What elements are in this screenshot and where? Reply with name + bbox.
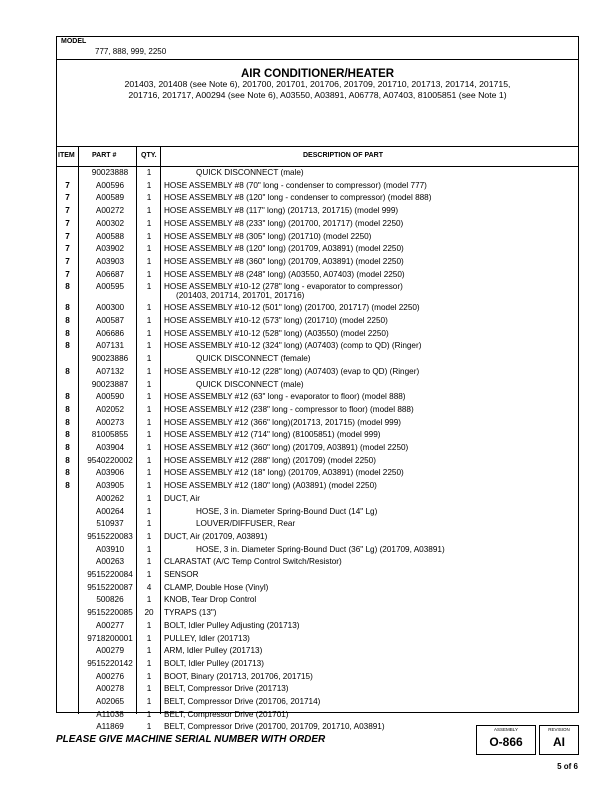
part-description: HOSE ASSEMBLY #8 (120" long) (201709, A03891) (model 2250): [164, 244, 404, 254]
quantity: 1: [146, 544, 152, 554]
part-number: A00262: [95, 493, 125, 503]
item-number: 7: [65, 206, 70, 216]
quantity: 1: [146, 443, 152, 452]
serial-range: [57, 79, 578, 101]
item-number: 8: [65, 468, 70, 478]
item-number: 8: [65, 328, 70, 338]
serial-range-line-1: 201403, 201408 (see Note 6), 201700, 201701, 201706, 201709, 201710, 201713, 201714, 201715,: [124, 79, 511, 89]
part-number: A02065: [95, 697, 125, 706]
part-description: QUICK DISCONNECT (male): [196, 379, 304, 389]
part-number: 9515220085: [87, 608, 133, 618]
model-label: MODEL: [61, 38, 87, 45]
part-description: HOSE ASSEMBLY #10-12 (501" long) (201700, 201717) (model 2250): [164, 303, 420, 313]
quantity: 1: [146, 430, 152, 440]
part-number: A00588: [95, 231, 125, 241]
assembly-box: [476, 725, 536, 755]
quantity: 1: [146, 231, 152, 241]
part-description: HOSE ASSEMBLY #8 (305" long) (201710) (model 2250): [164, 231, 372, 241]
part-description: HOSE ASSEMBLY #12 (360" long) (201709, A03891) (model 2250): [164, 443, 409, 452]
part-number: A07132: [95, 366, 125, 376]
item-number: 7: [65, 244, 70, 254]
quantity: 1: [146, 481, 152, 491]
assembly-number: O-866: [489, 735, 523, 749]
part-number: A00276: [95, 671, 125, 681]
part-number: 9540220002: [87, 455, 133, 465]
part-description: BELT, Compressor Drive (201700, 201709, 201710, A03891): [164, 722, 385, 732]
part-number: A03910: [95, 544, 125, 554]
page-title: AIR CONDITIONER/HEATER: [240, 68, 395, 80]
quantity: 1: [146, 341, 152, 351]
part-number: A07131: [95, 341, 125, 351]
quantity: 1: [146, 168, 152, 177]
quantity: 1: [146, 244, 152, 254]
part-number: A00263: [95, 557, 125, 567]
item-number: 7: [65, 193, 70, 203]
item-number: 8: [65, 282, 70, 292]
quantity: 1: [146, 557, 152, 567]
serial-range-line-2: 201716, 201717, A00294 (see Note 6), A03550, A03891, A06778, A07403, 81005851 (see Note 1): [128, 90, 507, 100]
revision-caption: REVISION: [548, 727, 570, 732]
part-number: 90023887: [91, 379, 129, 389]
quantity: 1: [146, 366, 152, 376]
part-description: CLARASTAT (A/C Temp Control Switch/Resistor): [164, 557, 342, 567]
quantity: 1: [146, 303, 152, 313]
part-number: A06686: [95, 328, 125, 338]
part-number: A03904: [95, 443, 125, 452]
item-number: 8: [65, 455, 70, 465]
quantity: 1: [146, 709, 152, 719]
quantity: 1: [146, 658, 152, 668]
part-number: 9515220087: [87, 582, 133, 592]
part-description: BELT, Compressor Drive (201713): [164, 684, 289, 694]
part-description: HOSE ASSEMBLY #8 (248" long) (A03550, A07403) (model 2250): [164, 269, 405, 279]
part-number: 500826: [96, 595, 124, 605]
part-description: BELT, Compressor Drive (201701): [164, 709, 289, 719]
part-number: A03906: [95, 468, 125, 478]
quantity: 1: [146, 570, 152, 579]
part-number: A00595: [95, 282, 125, 292]
part-number: A00589: [95, 193, 125, 203]
part-description: HOSE ASSEMBLY #12 (18" long) (201709, A03891) (model 2250): [164, 468, 404, 478]
part-number: A00273: [95, 417, 125, 427]
part-number: A00587: [95, 316, 125, 325]
part-description: HOSE ASSEMBLY #10-12 (573" long) (201710) (model 2250): [164, 316, 388, 325]
part-description: TYRAPS (13"): [164, 608, 217, 618]
part-number: A00278: [95, 684, 125, 694]
part-description: HOSE ASSEMBLY #10-12 (228" long) (A07403) (evap to QD) (Ringer): [164, 366, 420, 376]
part-number: 90023886: [91, 354, 129, 364]
quantity: 1: [146, 218, 152, 228]
part-description: HOSE ASSEMBLY #12 (63" long - evaporator to floor) (model 888): [164, 392, 406, 402]
part-description: ARM, Idler Pulley (201713): [164, 646, 263, 656]
quantity: 1: [146, 269, 152, 279]
order-note: PLEASE GIVE MACHINE SERIAL NUMBER WITH ORDER: [56, 734, 326, 745]
header-part: PART #: [92, 152, 117, 159]
quantity: 1: [146, 646, 152, 656]
quantity: 1: [146, 180, 152, 190]
quantity: 1: [146, 328, 152, 338]
item-number: 7: [65, 256, 70, 266]
part-number: A00590: [95, 392, 125, 402]
part-description: SENSOR: [164, 570, 199, 579]
part-description: HOSE ASSEMBLY #10-12 (324" long) (A07403) (comp to QD) (Ringer): [164, 341, 422, 351]
part-number: A02052: [95, 404, 125, 414]
part-number: A00272: [95, 206, 125, 216]
revision-box: [539, 725, 579, 755]
quantity: 1: [146, 722, 152, 732]
part-description: HOSE ASSEMBLY #8 (120" long - condenser to compressor) (model 888): [164, 193, 432, 203]
part-description: HOSE ASSEMBLY #8 (70" long - condenser to compressor) (model 777): [164, 180, 427, 190]
header-description: DESCRIPTION OF PART: [303, 152, 383, 159]
item-number: 8: [65, 366, 70, 376]
part-number: 9718200001: [87, 633, 133, 643]
quantity: 1: [146, 633, 152, 643]
part-number: A11038: [96, 709, 124, 719]
part-description: HOSE ASSEMBLY #8 (233" long) (201700, 201717) (model 2250): [164, 218, 404, 228]
item-number: 8: [65, 316, 70, 325]
item-number: 8: [65, 430, 70, 440]
item-number: 7: [65, 180, 70, 190]
part-description: HOSE, 3 in. Diameter Spring-Bound Duct (14" Lg): [196, 506, 378, 516]
part-number: A00596: [95, 180, 125, 190]
part-number: 9515220142: [87, 658, 133, 668]
part-description: HOSE ASSEMBLY #12 (714" long) (81005851) (model 999): [164, 430, 381, 440]
quantity: 1: [146, 493, 152, 503]
part-description: HOSE ASSEMBLY #10-12 (528" long) (A03550) (model 2250): [164, 328, 389, 338]
quantity: 1: [146, 595, 152, 605]
item-number: 7: [65, 269, 70, 279]
part-description: HOSE ASSEMBLY #12 (288" long) (201709) (model 2250): [164, 455, 376, 465]
item-number: 7: [65, 231, 70, 241]
revision-letter: AI: [553, 735, 565, 749]
quantity: 1: [146, 506, 152, 516]
part-number: A03905: [95, 481, 125, 491]
part-description: HOSE ASSEMBLY #12 (180" long) (A03891) (model 2250): [164, 481, 377, 491]
part-description: CLAMP, Double Hose (Vinyl): [164, 582, 269, 592]
part-description: HOSE, 3 in. Diameter Spring-Bound Duct (36" Lg) (201709, A03891): [196, 544, 445, 554]
part-number: A00264: [95, 506, 125, 516]
item-number: 8: [65, 341, 70, 351]
quantity: 1: [146, 455, 152, 465]
quantity: 1: [146, 392, 152, 402]
part-description: BOLT, Idler Pulley Adjusting (201713): [164, 620, 300, 630]
quantity: 4: [146, 582, 152, 592]
part-number: A06687: [95, 269, 125, 279]
part-description: HOSE ASSEMBLY #12 (238" long - compressor to floor) (model 888): [164, 404, 414, 414]
quantity: 1: [146, 206, 152, 216]
part-description: KNOB, Tear Drop Control: [164, 595, 257, 605]
part-number: A03902: [95, 244, 125, 254]
quantity: 1: [146, 671, 152, 681]
page-number: 5 of 6: [557, 762, 578, 771]
part-number: 90023888: [91, 168, 129, 177]
column-divider: [78, 146, 79, 714]
quantity: 1: [146, 468, 152, 478]
part-description: DUCT, Air: [164, 493, 200, 503]
part-number: 81005855: [91, 430, 129, 440]
header-qty: QTY.: [141, 152, 157, 159]
quantity: 1: [146, 697, 152, 706]
part-number: 9515220084: [87, 570, 133, 579]
part-number: A00279: [95, 646, 125, 656]
part-description: PULLEY, Idler (201713): [164, 633, 250, 643]
model-value: 777, 888, 999, 2250: [95, 47, 167, 56]
quantity: 20: [144, 608, 154, 618]
quantity: 1: [146, 417, 152, 427]
quantity: 1: [146, 282, 152, 292]
quantity: 1: [146, 404, 152, 414]
part-description: HOSE ASSEMBLY #10-12 (278" long - evaporator to compressor): [164, 282, 403, 292]
part-description: HOSE ASSEMBLY #8 (117" long) (201713, 201715) (model 999): [164, 206, 399, 216]
model-box: [57, 37, 578, 60]
part-description: HOSE ASSEMBLY #8 (360" long) (201709, A03891) (model 2250): [164, 256, 404, 266]
quantity: 1: [146, 354, 152, 364]
part-number: 510937: [96, 519, 124, 529]
quantity: 1: [146, 256, 152, 266]
part-number: A00277: [95, 620, 125, 630]
part-description: QUICK DISCONNECT (female): [196, 354, 311, 364]
quantity: 1: [146, 519, 152, 529]
assembly-caption: ASSEMBLY: [494, 727, 518, 732]
part-description: DUCT, Air (201709, A03891): [164, 531, 268, 541]
quantity: 1: [146, 620, 152, 630]
part-number: A00302: [95, 218, 125, 228]
part-description: BOLT, Idler Pulley (201713): [164, 658, 264, 668]
quantity: 1: [146, 684, 152, 694]
quantity: 1: [146, 316, 152, 325]
item-number: 8: [65, 417, 70, 427]
part-number: 9515220083: [87, 531, 133, 541]
item-number: 8: [65, 392, 70, 402]
header-item: ITEM: [58, 152, 75, 159]
quantity: 1: [146, 531, 152, 541]
part-description-continued: (201403, 201714, 201701, 201716): [176, 291, 305, 301]
quantity: 1: [146, 193, 152, 203]
item-number: 8: [65, 404, 70, 414]
part-description: BOOT, Binary (201713, 201706, 201715): [164, 671, 313, 681]
part-number: A00300: [95, 303, 125, 313]
part-description: BELT, Compressor Drive (201706, 201714): [164, 697, 321, 706]
quantity: 1: [146, 379, 152, 389]
item-number: 8: [65, 481, 70, 491]
item-number: 8: [65, 443, 70, 452]
part-description: LOUVER/DIFFUSER, Rear: [196, 519, 296, 529]
part-number: A11869: [96, 722, 124, 732]
item-number: 7: [65, 218, 70, 228]
item-number: 8: [65, 303, 70, 313]
part-number: A03903: [95, 256, 125, 266]
part-description: HOSE ASSEMBLY #12 (366" long)(201713, 201715) (model 999): [164, 417, 401, 427]
part-description: QUICK DISCONNECT (male): [196, 168, 304, 177]
